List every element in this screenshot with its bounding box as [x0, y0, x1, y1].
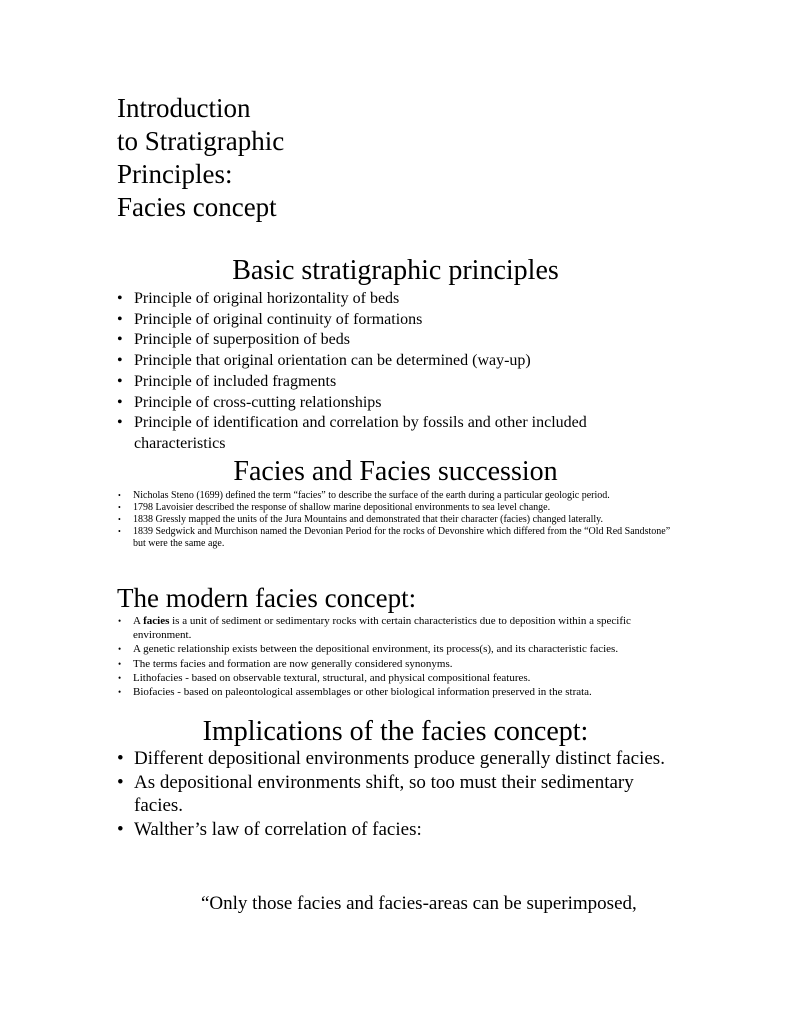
bullet-icon: • [118, 672, 122, 683]
list-item-text: Principle of cross-cutting relationships [134, 393, 382, 411]
bullet-icon: • [117, 414, 123, 432]
title-line: to Stratigraphic [117, 126, 285, 156]
list-item-text: Nicholas Steno (1699) defined the term “facies” to describe the surface of the earth during a particular geologic period. [133, 490, 610, 501]
term-facies: facies [143, 615, 170, 627]
list-item-text: 1838 Gressly mapped the units of the Jura Mountains and demonstrated that their character (facies) changed laterally. [133, 513, 604, 525]
bullet-icon: • [117, 372, 123, 390]
list-item-text: Principle of included fragments [134, 372, 337, 390]
list-item [117, 372, 677, 393]
list-item [117, 818, 677, 842]
list-item-text: Different depositional environments produce generally distinct facies. [134, 748, 665, 769]
bullet-icon: • [118, 514, 121, 524]
bullet-icon: • [118, 616, 122, 626]
bullet-icon: • [118, 658, 122, 669]
basic-principles-list [117, 289, 677, 455]
list-item [117, 490, 677, 502]
bullet-icon: • [117, 331, 123, 349]
list-item-text: 1798 Lavoisier described the response of shallow marine depositional environments to sea level change. [133, 501, 551, 513]
list-item-text: Principle of original horizontality of beds [134, 290, 400, 307]
bullet-icon: • [117, 310, 123, 328]
bullet-icon: • [118, 687, 122, 698]
modern-facies-list [117, 614, 682, 699]
list-item-text: The terms facies and formation are now generally considered synonyms. [133, 657, 453, 670]
list-item-text [133, 615, 631, 641]
list-item [117, 514, 677, 526]
list-item [117, 413, 677, 454]
bullet-icon: • [118, 526, 121, 536]
bullet-icon: • [118, 644, 122, 655]
section-heading-implications: Implications of the facies concept: [202, 716, 589, 747]
list-item [117, 614, 682, 642]
list-item [117, 289, 677, 310]
list-item [117, 502, 677, 514]
title-line: Facies concept [117, 192, 277, 222]
list-item [117, 671, 682, 685]
list-item [117, 642, 682, 656]
bullet-icon: • [117, 748, 124, 769]
bullet-icon: • [118, 502, 121, 512]
bullet-icon: • [118, 491, 121, 500]
list-item-text: 1839 Sedgwick and Murchison named the Devonian Period for the rocks of Devonshire which differed from the “Old Red Sandstone” but were the same age. [133, 525, 671, 549]
list-item [117, 526, 677, 550]
list-item [117, 351, 677, 372]
list-item-text: Lithofacies - based on observable textural, structural, and physical compositional features. [133, 671, 531, 684]
list-item [117, 771, 677, 818]
facies-history-list [117, 490, 677, 550]
list-item-text: As depositional environments shift, so too must their sedimentary facies. [134, 771, 634, 816]
bullet-icon: • [117, 393, 123, 411]
list-item [117, 747, 677, 771]
walther-law-quote: “Only those facies and facies-areas can be superimposed, [201, 893, 637, 914]
title-line: Principles: [117, 159, 233, 189]
bullet-icon: • [117, 352, 123, 370]
bullet-icon: • [117, 818, 124, 840]
list-item-text: Principle that original orientation can be determined (way-up) [134, 352, 531, 370]
section-heading-facies-succession: Facies and Facies succession [233, 456, 558, 487]
implications-list [117, 747, 677, 841]
list-item-text: Walther’s law of correlation of facies: [134, 818, 422, 840]
list-item [117, 393, 677, 414]
section-heading-basic-principles: Basic stratigraphic principles [232, 255, 559, 286]
section-heading-modern-facies: The modern facies concept: [117, 583, 417, 613]
bullet-icon: • [117, 290, 123, 307]
list-item-text: Principle of original continuity of formations [134, 310, 423, 328]
text-prefix: A [133, 615, 144, 627]
document-title [117, 92, 284, 224]
bullet-icon: • [117, 771, 124, 793]
list-item-text: Principle of identification and correlation by fossils and other included characteristics [134, 414, 587, 452]
list-item-text: Principle of superposition of beds [134, 331, 350, 349]
list-item-text: A genetic relationship exists between the depositional environment, its process(s), and its characteristic facies. [133, 643, 619, 656]
list-item [117, 330, 677, 351]
title-line: Introduction [117, 93, 251, 123]
list-item [117, 685, 682, 699]
list-item-text: Biofacies - based on paleontological assemblages or other biological information preserved in the strata. [133, 686, 592, 699]
list-item [117, 657, 682, 671]
text-rest: is a unit of sediment or sedimentary rocks with certain characteristics due to deposition within a specific environment. [133, 615, 631, 642]
list-item [117, 310, 677, 331]
